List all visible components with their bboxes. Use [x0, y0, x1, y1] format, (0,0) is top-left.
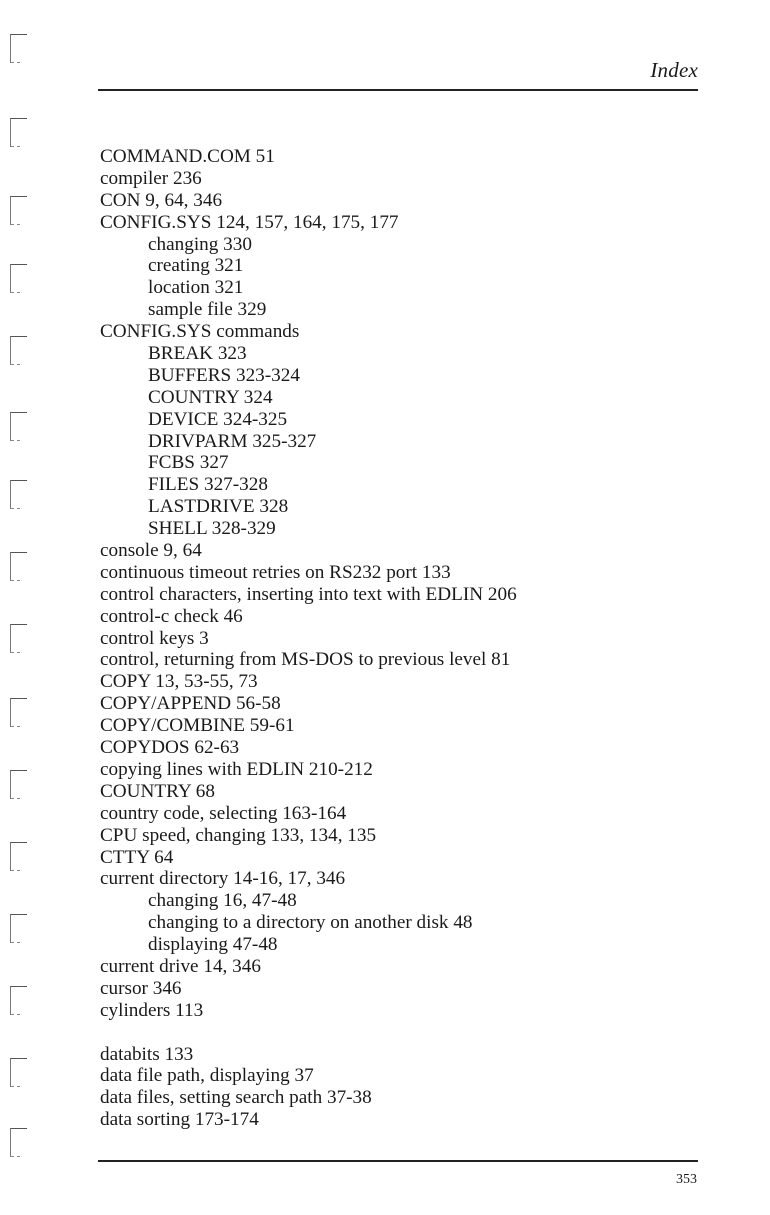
index-entry: cursor 346 [100, 977, 182, 999]
index-entry: control, returning from MS-DOS to previous level 81 [100, 649, 511, 671]
index-subentry: changing 330 [148, 233, 252, 255]
margin-mark [10, 1128, 27, 1157]
index-entry: cylinders 113 [100, 999, 204, 1021]
index-subentry: FCBS 327 [148, 452, 229, 474]
index-entry: continuous timeout retries on RS232 port 133 [100, 561, 451, 583]
index-subentry: location 321 [148, 277, 244, 299]
index-entry: COPY/APPEND 56-58 [100, 693, 281, 715]
margin-mark [10, 118, 27, 147]
binding-margin-marks [0, 0, 40, 1215]
index-entry: data files, setting search path 37-38 [100, 1087, 372, 1109]
margin-mark [10, 264, 27, 293]
index-entry: country code, selecting 163-164 [100, 802, 347, 824]
margin-mark [10, 770, 27, 799]
margin-mark [10, 986, 27, 1015]
index-entry: data file path, displaying 37 [100, 1065, 314, 1087]
margin-mark [10, 698, 27, 727]
index-entry: current drive 14, 346 [100, 955, 261, 977]
margin-mark [10, 552, 27, 581]
index-subentry: COUNTRY 324 [148, 386, 273, 408]
header-rule [98, 89, 698, 91]
margin-mark [10, 842, 27, 871]
index-subentry: displaying 47-48 [148, 934, 278, 956]
index-subentry: LASTDRIVE 328 [148, 496, 289, 518]
index-entry: data sorting 173-174 [100, 1109, 259, 1131]
index-subentry: changing 16, 47-48 [148, 890, 297, 912]
footer-rule [98, 1160, 698, 1162]
index-entry: COUNTRY 68 [100, 780, 215, 802]
index-entry: COPYDOS 62-63 [100, 737, 240, 759]
index-entry: copying lines with EDLIN 210-212 [100, 758, 373, 780]
index-subentry: FILES 327-328 [148, 474, 268, 496]
index-entry-list [100, 146, 710, 1131]
margin-mark [10, 624, 27, 653]
index-subentry: changing to a directory on another disk 48 [148, 912, 473, 934]
index-entry: current directory 14-16, 17, 346 [100, 868, 346, 890]
index-subentry: sample file 329 [148, 299, 267, 321]
index-entry: CPU speed, changing 133, 134, 135 [100, 824, 377, 846]
margin-mark [10, 412, 27, 441]
index-subentry: creating 321 [148, 255, 244, 277]
running-header-title: Index [650, 58, 698, 82]
margin-mark [10, 196, 27, 225]
margin-mark [10, 34, 27, 63]
index-entry: CTTY 64 [100, 846, 174, 868]
index-entry: control characters, inserting into text with EDLIN 206 [100, 583, 517, 605]
index-subentry: DRIVPARM 325-327 [148, 430, 317, 452]
index-entry: CON 9, 64, 346 [100, 189, 223, 211]
index-subentry: BUFFERS 323-324 [148, 364, 300, 386]
index-entry: databits 133 [100, 1043, 194, 1065]
index-entry: console 9, 64 [100, 540, 202, 562]
index-subentry: DEVICE 324-325 [148, 408, 288, 430]
margin-mark [10, 914, 27, 943]
index-entry: control-c check 46 [100, 605, 243, 627]
margin-mark [10, 480, 27, 509]
index-entry: COPY/COMBINE 59-61 [100, 715, 295, 737]
margin-mark [10, 1058, 27, 1087]
index-entry: control keys 3 [100, 627, 209, 649]
index-entry: CONFIG.SYS 124, 157, 164, 175, 177 [100, 211, 399, 233]
page-number: 353 [676, 1172, 697, 1187]
index-subentry: SHELL 328-329 [148, 518, 276, 540]
index-entry: compiler 236 [100, 167, 202, 189]
index-entry: CONFIG.SYS commands [100, 321, 300, 343]
margin-mark [10, 336, 27, 365]
index-entry: COPY 13, 53-55, 73 [100, 671, 258, 693]
index-subentry: BREAK 323 [148, 343, 247, 365]
index-entry: COMMAND.COM 51 [100, 146, 275, 167]
